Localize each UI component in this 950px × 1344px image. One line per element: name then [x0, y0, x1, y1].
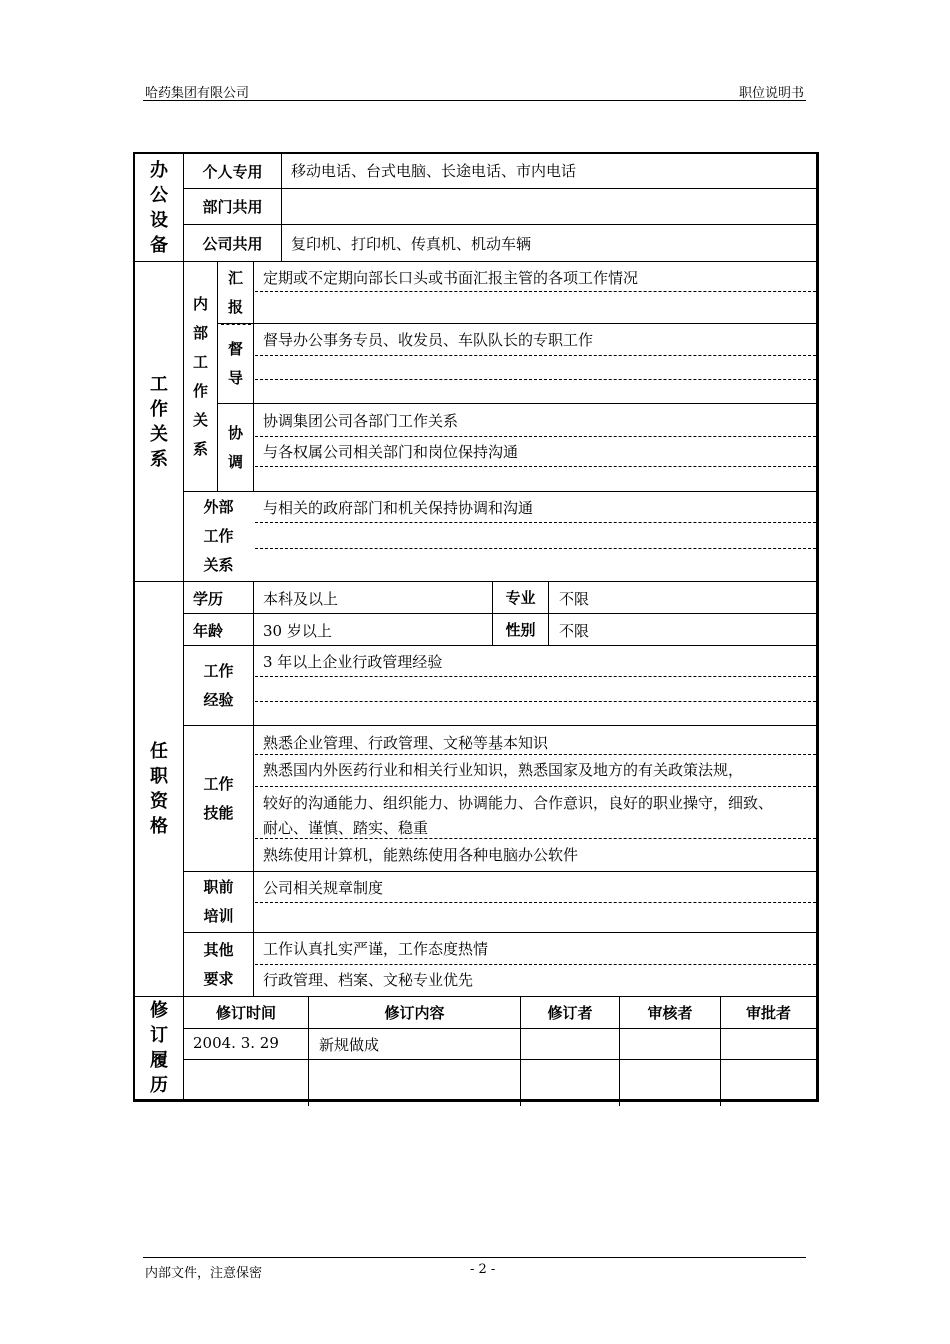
training-label: 职前 培训 — [203, 878, 234, 925]
revision-header-date: 修订时间 — [215, 1004, 276, 1022]
revision-header-approver: 审批者 — [745, 1004, 791, 1022]
supervise-line-1: 督导办公事务专员、收发员、车队队长的专职工作 — [263, 331, 594, 349]
gender-value: 不限 — [559, 622, 590, 640]
report-label: 汇 报 — [227, 268, 243, 316]
page-footer — [143, 1257, 806, 1281]
coordinate-label: 协 调 — [227, 423, 243, 471]
education-value: 本科及以上 — [263, 590, 339, 608]
page-number: - 2 - — [470, 1262, 496, 1277]
office-equipment-title: 办 公 设 备 — [150, 159, 168, 256]
skill-line-1: 熟悉企业管理、行政管理、文秘等基本知识 — [263, 734, 549, 752]
skills-label: 工作 技能 — [203, 774, 234, 822]
other-line-1: 工作认真扎实严谨，工作态度热情 — [263, 940, 489, 958]
qualifications-title: 任 职 资 格 — [150, 741, 168, 837]
supervise-label: 督 导 — [227, 339, 243, 387]
skill-line-2: 熟悉国内外医药行业和相关行业知识，熟悉国家及地方的有关政策法规， — [263, 761, 744, 779]
education-label: 学历 — [193, 590, 224, 608]
experience-label: 工作 经验 — [203, 661, 234, 709]
other-requirements-label: 其他 要求 — [203, 940, 234, 988]
age-label: 年龄 — [193, 622, 224, 640]
skill-line-3: 较好的沟通能力、组织能力、协调能力、合作意识，良好的职业操守，细致、 — [263, 794, 774, 812]
revision-header-reviser: 修订者 — [547, 1004, 593, 1022]
other-line-2: 行政管理、档案、文秘专业优先 — [263, 971, 474, 989]
major-label: 专业 — [505, 589, 536, 607]
report-line-1: 定期或不定期向部长口头或书面汇报主管的各项工作情况 — [263, 269, 639, 287]
page-header — [143, 80, 806, 101]
footer-confidential-note: 内部文件，注意保密 — [145, 1266, 263, 1281]
revision-row-1-date: 2004. 3. 29 — [193, 1034, 279, 1052]
coordinate-line-1: 协调集团公司各部门工作关系 — [263, 412, 459, 430]
gender-label: 性别 — [505, 621, 536, 639]
coordinate-line-2: 与各权属公司相关部门和岗位保持沟通 — [263, 443, 519, 461]
revision-header-reviewer: 审核者 — [647, 1004, 693, 1022]
major-value: 不限 — [559, 590, 590, 608]
company-use-value: 复印机、打印机、传真机、机动车辆 — [291, 235, 532, 253]
company-use-label: 公司共用 — [202, 234, 263, 253]
external-line-1: 与相关的政府部门和机关保持协调和沟通 — [263, 499, 534, 517]
external-relations-label: 外部 工作 关系 — [203, 498, 234, 574]
header-company: 哈药集团有限公司 — [145, 86, 250, 101]
training-value: 公司相关规章制度 — [263, 879, 384, 897]
department-use-label: 部门共用 — [202, 198, 263, 216]
internal-relations-label: 内 部 工 作 关 系 — [192, 294, 208, 458]
personal-use-value: 移动电话、台式电脑、长途电话、市内电话 — [291, 162, 577, 180]
skill-line-5: 熟练使用计算机，能熟练使用各种电脑办公软件 — [263, 846, 579, 864]
revision-row-1-content: 新规做成 — [319, 1036, 380, 1054]
age-value: 30 岁以上 — [263, 622, 332, 640]
revision-history-title: 修 订 履 历 — [150, 1000, 168, 1096]
personal-use-label: 个人专用 — [202, 162, 263, 181]
revision-header-content: 修订内容 — [384, 1004, 445, 1022]
skill-line-4: 耐心、谨慎、踏实、稳重 — [263, 819, 429, 837]
header-doc-type: 职位说明书 — [738, 86, 804, 101]
job-description-table — [133, 152, 819, 1102]
experience-value: 3 年以上企业行政管理经验 — [263, 653, 443, 671]
work-relations-title: 工 作 关 系 — [150, 373, 168, 470]
